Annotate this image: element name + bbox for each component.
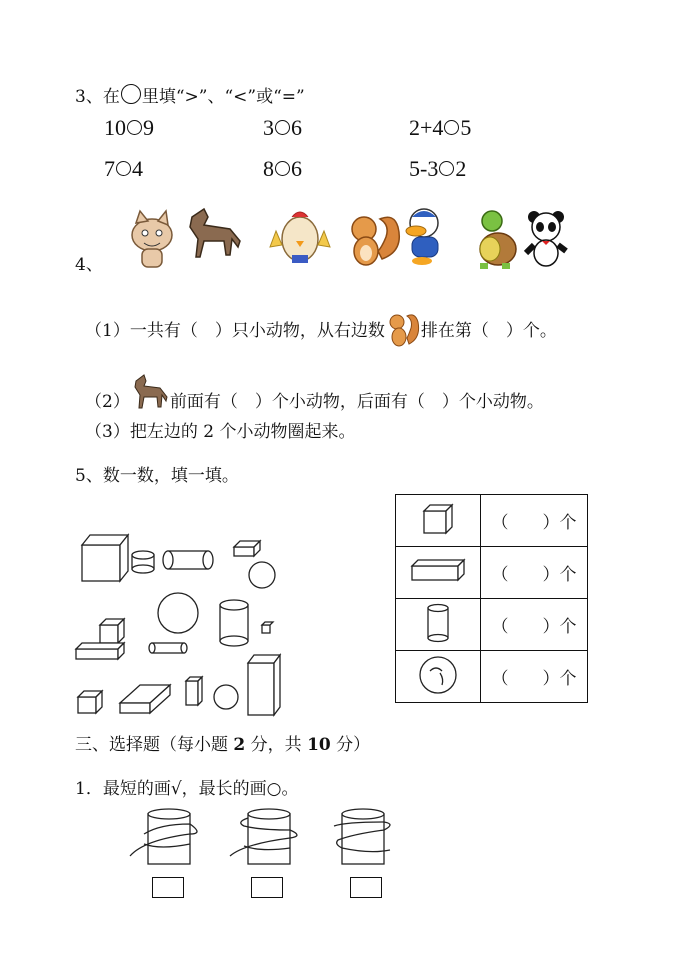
- compare-blank[interactable]: [444, 120, 459, 135]
- cuboid-shape: [186, 677, 202, 705]
- q4-sub1: （1）一共有（ ）只小动物，从右边数 排在第（ ）个。: [85, 310, 557, 348]
- q3-item-6: 5-3 2: [409, 156, 467, 181]
- compare-blank[interactable]: [275, 120, 290, 135]
- cuboid-shape: [248, 655, 280, 715]
- q4-sub2: （2） 前面有（ ）个小动物，后面有（ ）个小动物。: [85, 373, 544, 413]
- table-row: [396, 651, 588, 703]
- compare-blank[interactable]: [439, 161, 454, 176]
- panda-icon: [526, 211, 566, 266]
- cylinder-shape: [149, 643, 187, 653]
- sphere-shape: [249, 562, 275, 588]
- q3-suffix: 里填“>”、“<”或“=”: [141, 87, 305, 107]
- section3-q1: 1．最短的画√，最长的画○。: [75, 779, 299, 799]
- cat-icon: [132, 211, 172, 267]
- answer-cell[interactable]: （ ）个: [481, 495, 588, 547]
- coil-figure-3: [334, 809, 390, 864]
- animal-row: [120, 205, 580, 275]
- q4-number: 4、: [75, 255, 103, 275]
- horse-icon: [190, 209, 240, 257]
- coil-figure-1: [130, 809, 197, 864]
- answer-box-2[interactable]: [251, 877, 283, 898]
- cuboid-shape: [234, 541, 260, 556]
- table-row: [396, 599, 588, 651]
- squirrel-icon: [385, 310, 421, 348]
- cylinder-shape: [163, 551, 213, 569]
- q5-title: 5、数一数，填一填。: [75, 466, 239, 486]
- answer-cell[interactable]: （ ）个: [481, 651, 588, 703]
- cuboid-shape: [120, 685, 170, 713]
- q3-instruction: [75, 82, 305, 107]
- cube-shape: [78, 691, 102, 713]
- compare-blank[interactable]: [275, 161, 290, 176]
- cylinder-shape: [132, 551, 154, 573]
- answer-box-3[interactable]: [350, 877, 382, 898]
- sphere-shape: [214, 685, 238, 709]
- cylinder-shape: [220, 600, 248, 646]
- answer-box-1[interactable]: [152, 877, 184, 898]
- cube-icon: [418, 499, 458, 539]
- circle-icon: [121, 84, 141, 104]
- cube-shape: [82, 535, 128, 581]
- q3-item-3: 2+4 5: [409, 115, 472, 140]
- cube-shape: [100, 619, 124, 643]
- coil-figures: [120, 800, 400, 872]
- compare-blank[interactable]: [116, 161, 131, 176]
- q3-prefix: 3、在: [75, 87, 120, 107]
- horse-icon: [130, 373, 170, 413]
- turtle-icon: [480, 211, 516, 269]
- shapes-pile: [72, 525, 287, 720]
- q3-item-2: 3 6: [263, 115, 302, 140]
- sphere-shape: [158, 593, 198, 633]
- table-row: [396, 547, 588, 599]
- q3-item-4: 7 4: [104, 156, 143, 181]
- compare-blank[interactable]: [127, 120, 142, 135]
- section3-title: 三、选择题（每小题 2 分，共 10 分）: [75, 735, 371, 755]
- sphere-icon: [416, 653, 460, 697]
- q3-item-1: 10 9: [104, 115, 154, 140]
- duck-icon: [406, 209, 438, 265]
- rooster-icon: [270, 212, 330, 263]
- q3-item-5: 8 6: [263, 156, 302, 181]
- coil-figure-2: [230, 809, 297, 864]
- cylinder-icon: [423, 602, 453, 644]
- cube-shape: [262, 622, 273, 633]
- table-row: [396, 495, 588, 547]
- cuboid-shape: [76, 643, 124, 659]
- q4-sub3: （3）把左边的 2 个小动物圈起来。: [85, 422, 356, 442]
- answer-cell[interactable]: （ ）个: [481, 547, 588, 599]
- squirrel-icon: [352, 217, 399, 265]
- cuboid-icon: [406, 556, 470, 586]
- answer-cell[interactable]: （ ）个: [481, 599, 588, 651]
- count-table: [395, 494, 588, 703]
